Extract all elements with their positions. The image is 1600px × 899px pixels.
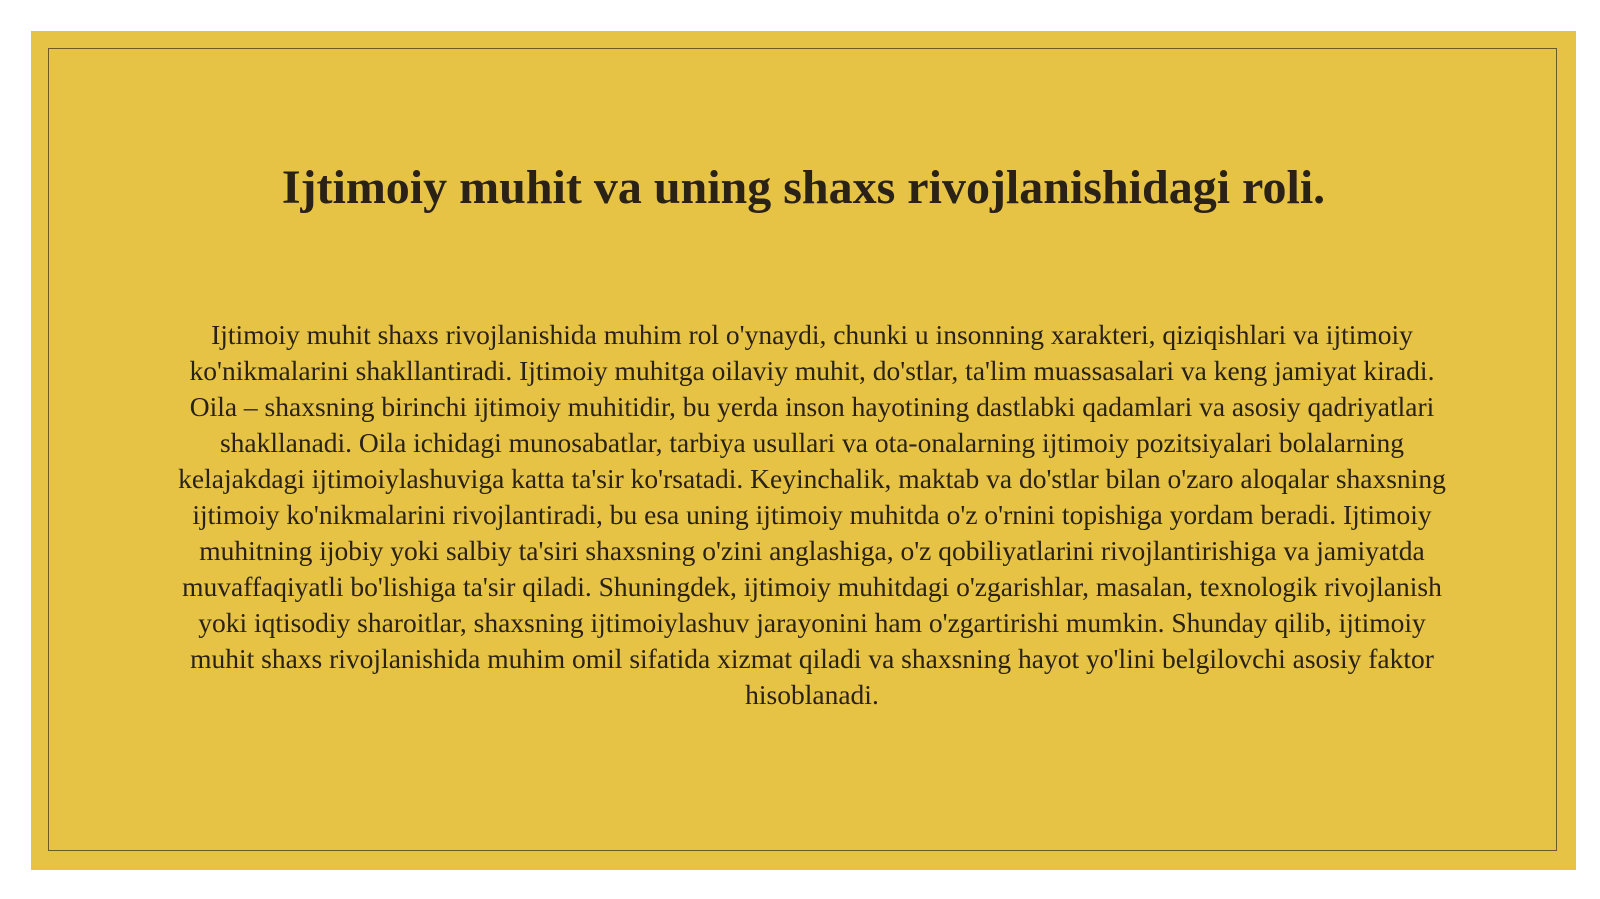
slide	[31, 31, 1576, 870]
slide-body-text: Ijtimoiy muhit shaxs rivojlanishida muhim rol o'ynaydi, chunki u insonning xarakteri, qiziqishlari va ijtimoiy ko'nikmalarini shakllantiradi. Ijtimoiy muhitga oilaviy muhit, do'stlar, ta'lim muassasalari va keng jamiyat kiradi. Oila – shaxsning birinchi ijtimoiy muhitidir, bu yerda inson hayotining dastlabki qadamlari va asosiy qadriyatlari shakllanadi. Oila ichidagi munosabatlar, tarbiya usullari va ota-onalarning ijtimoiy pozitsiyalari bolalarning kelajakdagi ijtimoiylashuviga katta ta'sir ko'rsatadi. Keyinchalik, maktab va do'stlar bilan o'zaro aloqalar shaxsning ijtimoiy ko'nikmalarini rivojlantiradi, bu esa uning ijtimoiy muhitda o'z o'rnini topishiga yordam beradi. Ijtimoiy muhitning ijobiy yoki salbiy ta'siri shaxsning o'zini anglashiga, o'z qobiliyatlarini rivojlantirishiga va jamiyatda muvaffaqiyatli bo'lishiga ta'sir qiladi. Shuningdek, ijtimoiy muhitdagi o'zgarishlar, masalan, texnologik rivojlanish yoki iqtisodiy sharoitlar, shaxsning ijtimoiylashuv jarayonini ham o'zgartirishi mumkin. Shunday qilib, ijtimoiy muhit shaxs rivojlanishida muhim omil sifatida xizmat qiladi va shaxsning hayot yo'lini belgilovchi asosiy faktor hisoblanadi.	[178, 319, 1446, 710]
slide-border-frame	[48, 48, 1557, 851]
slide-title: Ijtimoiy muhit va uning shaxs rivojlanishidagi roli.	[281, 161, 1326, 214]
